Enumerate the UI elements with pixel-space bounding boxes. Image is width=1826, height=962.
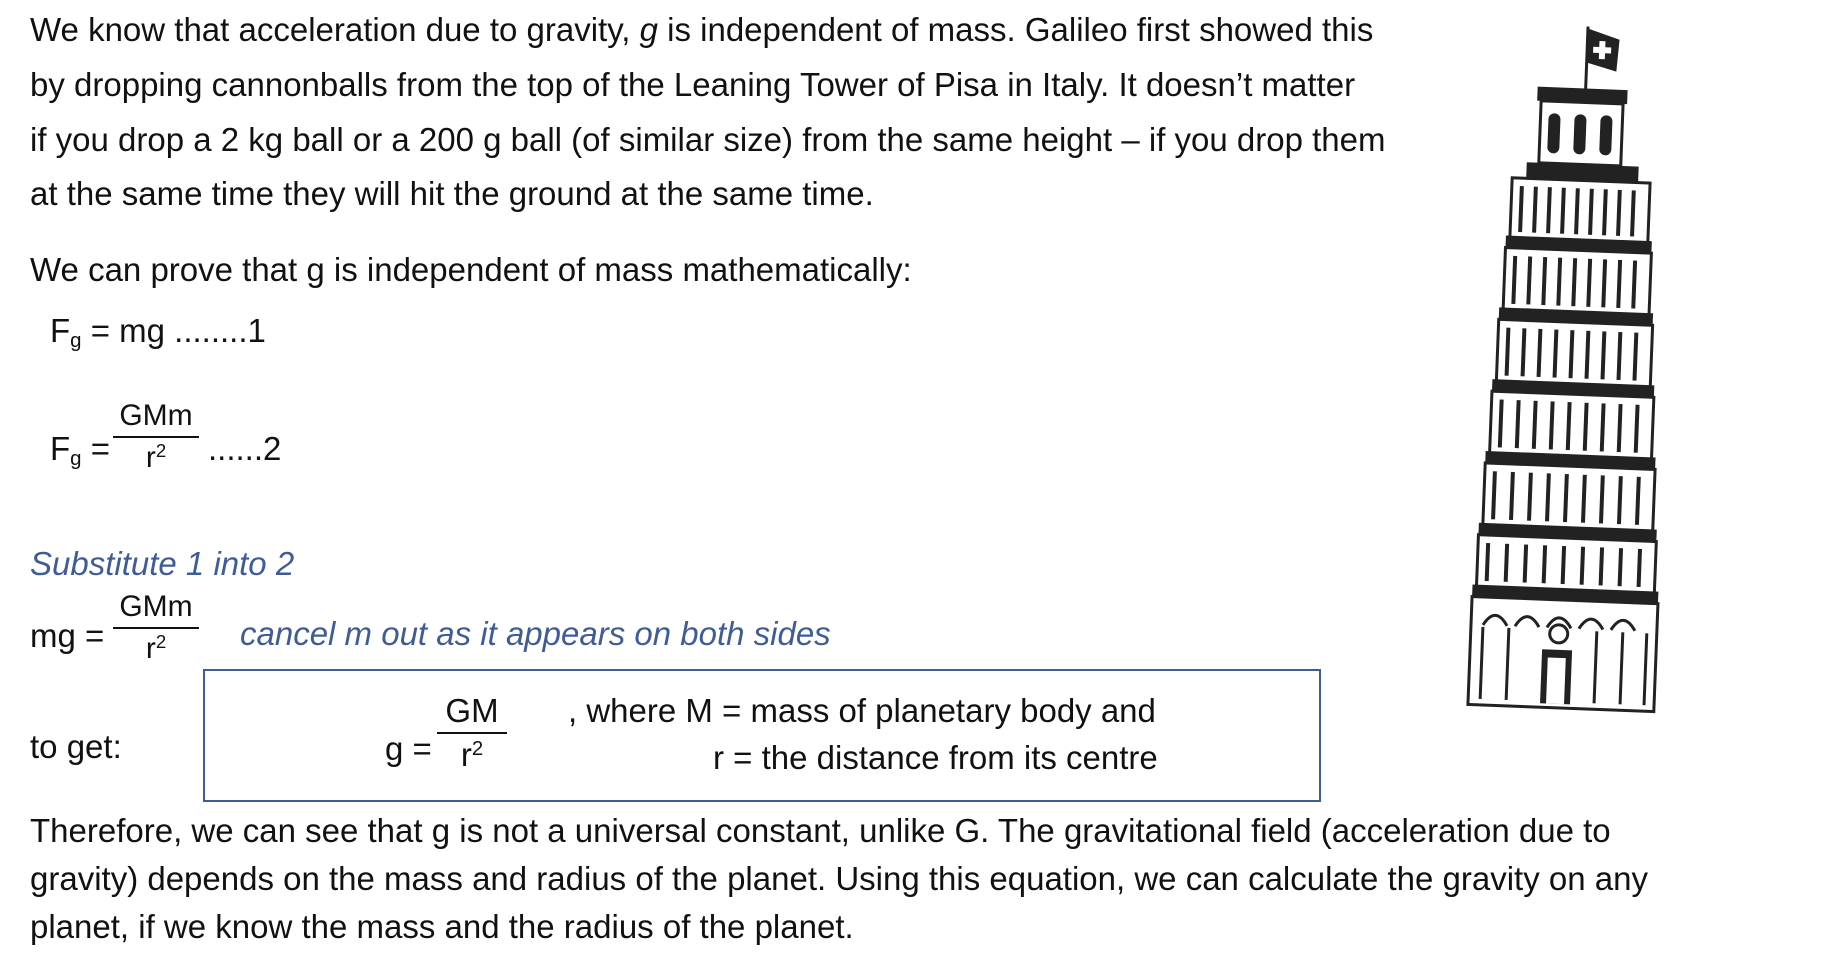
leaning-tower-icon: [1455, 18, 1677, 716]
to-get-label: to get:: [30, 728, 122, 765]
eq2-force-symbol: F: [50, 430, 71, 467]
intro-line-2: by dropping cannonballs from the top of the Leaning Tower of Pisa in Italy. It doesn’t matter: [30, 66, 1356, 103]
intro-text-b: is independent of mass. Galileo first showed this: [657, 11, 1374, 48]
intro-line-3: if you drop a 2 kg ball or a 200 g ball (of similar size) from the same height – if you drop them: [30, 121, 1386, 158]
eq2-numerator: GMm: [119, 399, 193, 432]
result-lhs: g =: [385, 730, 432, 767]
conclusion-line-3: planet, if we know the mass and the radius of the planet.: [30, 908, 854, 945]
eq1-rest: = mg ........1: [81, 312, 266, 349]
eq2-equals: =: [81, 430, 110, 467]
result-den-base: r: [460, 736, 472, 773]
result-numerator: GM: [445, 692, 499, 729]
equation-2-lhs: [50, 430, 110, 471]
equation-3-lhs: mg =: [30, 617, 105, 654]
result-where-line-1: , where M = mass of planetary body and: [568, 692, 1156, 729]
eq1-subscript: g: [70, 329, 82, 353]
equation-3-fraction: [113, 590, 199, 666]
intro-line-4: at the same time they will hit the ground at the same time.: [30, 175, 874, 212]
substitute-note: Substitute 1 into 2: [30, 545, 295, 582]
result-where-line-2: r = the distance from its centre: [713, 739, 1158, 776]
eq1-force-symbol: F: [50, 312, 71, 349]
intro-text-a: We know that acceleration due to gravity,: [30, 11, 640, 48]
conclusion-line-2: gravity) depends on the mass and radius of the planet. Using this equation, we can calculate the gravity on any: [30, 860, 1648, 897]
eq3-den-base: r: [145, 632, 156, 665]
equation-2-fraction: [113, 399, 199, 475]
eq3-denominator: [113, 632, 199, 666]
result-fraction-bar: [437, 732, 507, 734]
eq2-denominator: [113, 441, 199, 475]
conclusion-line-1: Therefore, we can see that g is not a universal constant, unlike G. The gravitational field (acceleration due to: [30, 812, 1611, 849]
intro-g-italic: g: [639, 11, 658, 48]
cancel-note: cancel m out as it appears on both sides: [240, 615, 831, 652]
equation-1: [50, 312, 266, 353]
eq2-fraction-bar: [113, 436, 199, 438]
result-fraction: [437, 693, 507, 773]
prove-line: We can prove that g is independent of mass mathematically:: [30, 251, 912, 288]
eq3-fraction-bar: [113, 627, 199, 629]
eq2-den-base: r: [145, 441, 156, 474]
intro-line-1: [30, 2, 1373, 57]
result-denominator: [437, 737, 507, 773]
eq2-subscript: g: [70, 447, 82, 471]
eq3-den-exponent: 2: [155, 630, 167, 652]
result-den-exponent: 2: [471, 736, 484, 760]
eq3-numerator: GMm: [119, 590, 193, 623]
result-box: [203, 669, 1321, 802]
eq2-den-exponent: 2: [155, 439, 167, 461]
equation-2-label: ......2: [208, 430, 282, 467]
